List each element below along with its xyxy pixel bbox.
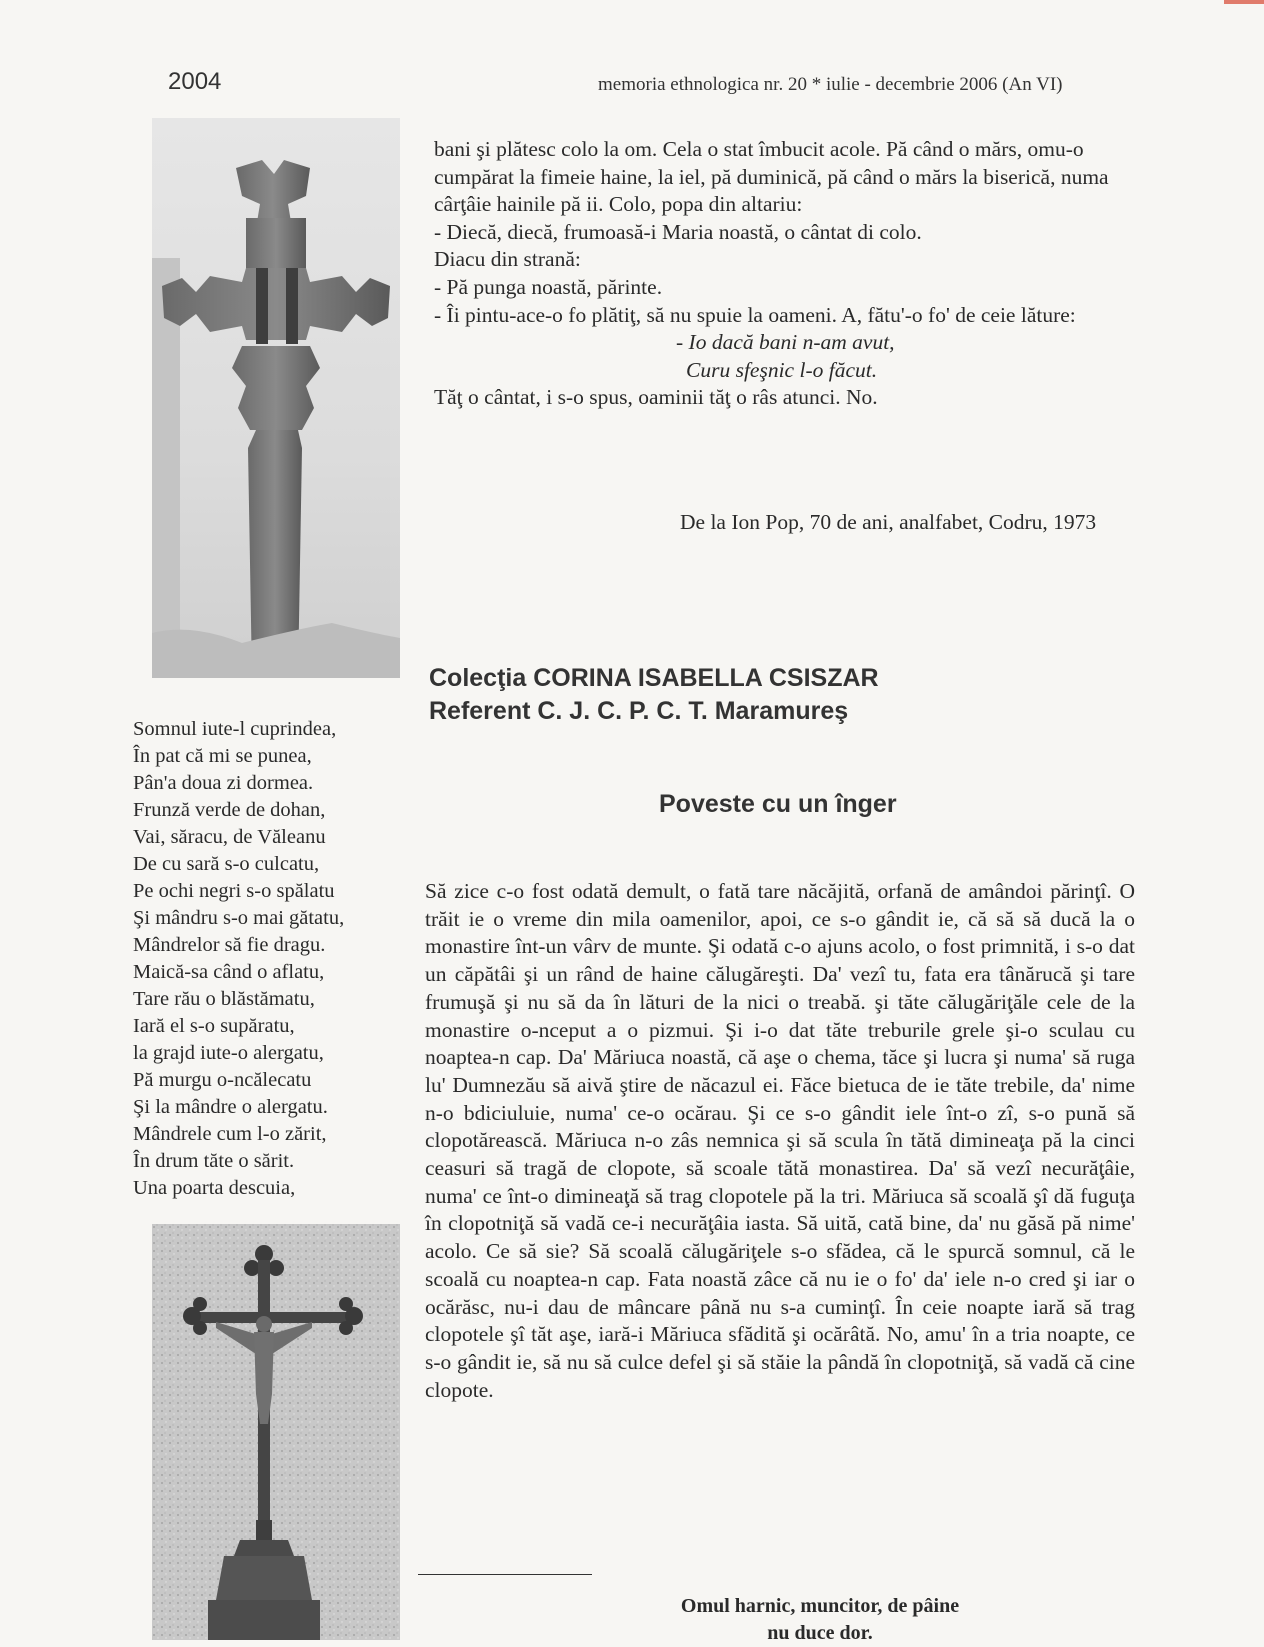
top-continuation-text <box>434 136 1134 412</box>
poem-line: Vai, săracu, de Văleanu <box>133 826 326 848</box>
collection-heading <box>429 662 879 728</box>
page-number: 2004 <box>168 68 222 95</box>
poem-line: Una poarta descuia, <box>133 1177 296 1199</box>
poem-line: De cu sară s-o culcatu, <box>133 853 320 875</box>
footnote-divider <box>418 1574 592 1575</box>
poem-line: Maică-sa când o aflatu, <box>133 961 325 983</box>
poem-line: Iară el s-o supăratu, <box>133 1015 295 1037</box>
story-body <box>425 878 1135 1404</box>
poem-line: Pe ochi negri s-o spălatu <box>133 880 335 902</box>
poem-line: Mândrelor să fie dragu. <box>133 934 326 956</box>
poem-line: la grajd iute-o alergatu, <box>133 1042 324 1064</box>
poem-line: Tare rău o blăstămatu, <box>133 988 315 1010</box>
poem-line: Pân'a doua zi dormea. <box>133 772 314 794</box>
poem-line: Pă murgu o-ncălecatu <box>133 1069 312 1091</box>
source-attribution: De la Ion Pop, 70 de ani, analfabet, Codru, 1973 <box>680 510 1097 534</box>
story-title: Poveste cu un înger <box>659 790 897 818</box>
poem <box>133 716 344 1202</box>
poem-line: Frunză verde de dohan, <box>133 799 326 821</box>
story-paragraph: Să zice c-o fost odată demult, o fată tare năcăjită, orfană de amândoi părinţî. O trăit ie o vreme din mila oamenilor, apoi, ce s-o gândit ie, că să să ducă la o monastire înt-un vârv de munte. Şi odată c-o ajuns acolo, o fost primnită, i s-o dat un căpătâi şi un rând de haine călugăreşti. Da' vezî tu, fata era tânărucă şi tare frumuşă şi nu să da în lături de la nici o treabă. şi tăte călugăriţăle cele de la monastire o-nceput a o pizmui. Şi i-o dat tăte treburile grele şi-o sculau cu noaptea-n cap. Da' Măriuca noastă, că aşe o chema, tăce şi lucra şi numa' să ruga lu' Dumnezău să aivă ştire de năcazul ei. Făce bietuca de ie tăte trebile, da' nime n-o bdiciuluie, numa' ce-o ocărau. Şi ce s-o gândit iele înt-o zî, s-o pună să clopotărească. Măriuca n-o zâs nemnica şi să scula în tătă dimineaţa pă la cinci ceasuri să tragă de clopote, să scoale tătă monastirea. Da' să vezî necurăţâie, numa' ce înt-o dimineaţă să trag clopotele pă la tri. Măriuca să scoală şî dă fuguţa în clopotniţă să vadă ce-i necurăţâia iasta. Să uită, cată bine, da' nu găsă pă nime' acolo. Ce să sie? Să scoală călugăriţele s-o sfădea, că le spurcă somnul, că le scoală cu noaptea-n cap. Fata noastă zâce că nu ie o fo' da' iele n-o cred şi iar o ocărăsc, nu-i dau de mâncare până nu s-a cuminţî. În ceie noapte iară să trag clopotele şî tăt aşe, iară-i Măriuca sfădită şi ocărâtă. No, amu' în a tria noapte, ce s-o gândit ie, să nu să culce defel şi să stăie la pândă în clopotniţă, să vadă că cine clopote. <box>425 879 1135 1402</box>
dialogue-line: Diacu din strană: <box>434 247 581 272</box>
crucifix-photo <box>152 1224 400 1640</box>
proverb-line: nu duce dor. <box>767 1622 873 1644</box>
poem-line: Somnul iute-l cuprindea, <box>133 718 337 740</box>
proverb-line: Omul harnic, muncitor, de pâine <box>680 1595 960 1617</box>
collector-role: Referent C. J. C. P. C. T. Maramureş <box>429 697 849 725</box>
dialogue-line: - Îi pintu-ace-o fo plătiţ, să nu spuie la oameni. A, fătu'-o fo' de ceie lăture: <box>434 302 1076 327</box>
verse-line: - Io dacă bani n-am avut, <box>676 330 895 355</box>
corner-mark <box>1224 0 1264 4</box>
poem-line: În pat că mi se punea, <box>133 745 312 767</box>
verse-line: Curu sfeşnic l-o făcut. <box>686 357 878 382</box>
collection-name: Colecţia CORINA ISABELLA CSISZAR <box>429 664 879 692</box>
paragraph: bani şi plătesc colo la om. Cela o stat îmbucit acole. Pă când o mărs, omu-o cumpărat la fimeie haine, la iel, pă duminică, pă când o mărs la biserică, numa cârţâie hainile pă ii. Colo, popa din altariu: <box>434 137 1109 217</box>
poem-line: În drum tăte o sărit. <box>133 1150 295 1172</box>
poem-line: Şi mândru s-o mai gătatu, <box>133 907 345 929</box>
proverb-footnote <box>560 1593 1080 1647</box>
poem-line: Mândrele cum l-o zărit, <box>133 1123 327 1145</box>
running-header: memoria ethnologica nr. 20 * iulie - decembrie 2006 (An VI) <box>598 74 1063 95</box>
dialogue-line: - Pă punga noastă, părinte. <box>434 274 663 299</box>
closing-line: Tăţ o cântat, i s-o spus, oaminii tăţ o râs atunci. No. <box>434 385 878 410</box>
poem-line: Şi la mândre o alergatu. <box>133 1096 328 1118</box>
wooden-cross-photo <box>152 118 400 678</box>
dialogue-line: - Diecă, diecă, frumoasă-i Maria noastă, o cântat di colo. <box>434 219 922 244</box>
